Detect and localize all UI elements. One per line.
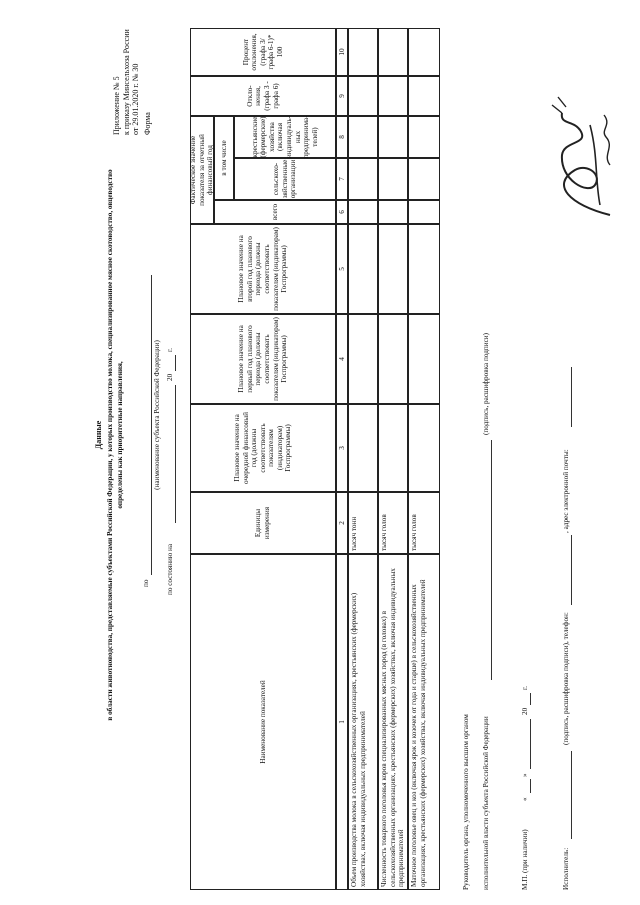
table-row-2-col10[interactable]: [378, 28, 408, 76]
head-signature-caption: (подпись, расшифровка подписи): [482, 332, 490, 435]
date-day-line: [530, 779, 531, 793]
executor-label: Исполнитель:: [562, 847, 570, 890]
header-deviation-pct: Процент отклонения, (графа 3/ графа 6-1)* 100: [190, 28, 336, 76]
col-number-3: 3: [336, 404, 348, 492]
table-row-3-col5[interactable]: [408, 224, 440, 314]
table-row-3-col9[interactable]: [408, 76, 440, 116]
appendix-header: [112, 5, 152, 135]
col-number-10: 10: [336, 28, 348, 76]
table-row-2-col5[interactable]: [378, 224, 408, 314]
table-row-1-col6[interactable]: [348, 200, 378, 224]
table-row-2-col8[interactable]: [378, 116, 408, 158]
po-label: по: [142, 579, 150, 587]
col-number-6: 6: [336, 200, 348, 224]
phone-line: [571, 535, 572, 605]
header-unit: Единицы измерения: [190, 492, 336, 554]
table-row-2-col6[interactable]: [378, 200, 408, 224]
subject-caption: (наименование субъекта Российской Федерации): [153, 340, 161, 490]
col-number-5: 5: [336, 224, 348, 314]
table-row-3-col6[interactable]: [408, 200, 440, 224]
table-row-3-col8[interactable]: [408, 116, 440, 158]
table-row-3-col3[interactable]: [408, 404, 440, 492]
stamp-label: М.П. (при наличии): [521, 829, 529, 890]
date-suffix: г.: [521, 686, 529, 690]
handwritten-signature: [540, 85, 630, 225]
document-title: Данные: [94, 420, 103, 450]
date-year-line: [530, 693, 531, 705]
head-signature-line: [491, 440, 492, 680]
table-row-1-unit: тысяч тонн: [348, 492, 378, 554]
form-label: Форма: [142, 112, 152, 135]
table-row-1-col7[interactable]: [348, 158, 378, 200]
table-row-1-col10[interactable]: [348, 28, 378, 76]
table-row-3-unit: тысяч голов: [408, 492, 440, 554]
executor-line: [571, 751, 572, 839]
data-table: [190, 28, 442, 890]
col-number-7: 7: [336, 158, 348, 200]
as-of-underline: [175, 385, 176, 523]
date-year: 20: [521, 707, 529, 715]
appendix-number: Приложение № 5: [112, 76, 121, 135]
as-of-year-underline: [175, 355, 176, 371]
table-row-2-name: Численность товарного поголовья коров специализированных мясных пород (в головах) в сельскохозяйственных организациях, крестьянских (фермерских) хозяйствах, включая индивидуальных предпринимателей: [378, 554, 408, 890]
table-row-1-col3[interactable]: [348, 404, 378, 492]
head-of-authority-line2: исполнительной власти субъекта Российской Федерации: [482, 716, 490, 890]
table-row-3-col10[interactable]: [408, 28, 440, 76]
col-number-8: 8: [336, 116, 348, 158]
date-quote-close: »: [521, 773, 529, 777]
col-number-1: 1: [336, 554, 348, 890]
table-row-1-col8[interactable]: [348, 116, 378, 158]
header-deviation: Откло-нения, (графа 3 - графа 6): [190, 76, 336, 116]
header-plan-second: Плановое значение на второй год планового периода (должны соответствовать показателям (индикаторам) Госпрограммы): [190, 224, 336, 314]
order-date: от 29.01.2020 г. № 30: [131, 63, 141, 135]
table-row-2-col7[interactable]: [378, 158, 408, 200]
col-number-9: 9: [336, 76, 348, 116]
table-row-2-col9[interactable]: [378, 76, 408, 116]
document-subtitle-line2: определены как приоритетные направления,: [116, 361, 124, 509]
header-farms: крестьянские (фермерские) хозяйства (включая индивидуаль-ных предпринима-телей): [234, 116, 336, 158]
header-plan-current: Плановое значение на очередной финансовый год (должны соответствовать показателям (индикаторам) Госпрограммы): [190, 404, 336, 492]
as-of-label: по состоянию на: [166, 543, 174, 595]
email-label: , адрес электронной почты:: [562, 449, 570, 533]
table-row-2-unit: тысяч голов: [378, 492, 408, 554]
date-month-line: [530, 719, 531, 769]
as-of-suffix: г.: [166, 348, 174, 352]
email-line: [571, 367, 572, 427]
table-row-3-name: Маточное поголовье овец и коз (включая ярок и козочек от года и старше) в сельскохозяйственных организациях, крестьянских (фермерских) хозяйствах, включая индивидуальных предпринимателей: [408, 554, 440, 890]
header-total: всего: [214, 200, 336, 224]
order-reference: к приказу Минсельхоза России: [121, 29, 131, 135]
header-including: в том числе: [214, 116, 234, 200]
col-number-4: 4: [336, 314, 348, 404]
date-quote-open: «: [521, 797, 529, 801]
head-of-authority-line1: Руководитель органа, уполномоченного высшим органом: [462, 714, 470, 890]
table-row-1-col4[interactable]: [348, 314, 378, 404]
header-actual-group: Фактическое значение показателя за отчетный финансовый год: [190, 116, 214, 224]
header-agri-orgs: сельскохо-зяйственные организации: [234, 158, 336, 200]
header-plan-first: Плановое значение на первый год планового периода (должны соответствовать показателям (индикаторам) Госпрограммы): [190, 314, 336, 404]
table-row-3-col4[interactable]: [408, 314, 440, 404]
executor-caption: (подпись, расшифровка подписи), телефон:: [562, 612, 570, 745]
col-number-2: 2: [336, 492, 348, 554]
as-of-year: 20: [166, 373, 174, 381]
table-row-1-col9[interactable]: [348, 76, 378, 116]
table-row-2-col3[interactable]: [378, 404, 408, 492]
table-row-2-col4[interactable]: [378, 314, 408, 404]
table-row-1-name: Объем производства молока в сельскохозяйственных организациях, крестьянских (фермерских) хозяйствах, включая индивидуальных предпринимателей: [348, 554, 378, 890]
subject-underline: [151, 275, 152, 575]
header-indicator-name: Наименование показателей: [190, 554, 336, 890]
document-subtitle-line1: в области животноводства, представляемые субъектами Российской Федерации, у которых производство молока, специализированное мясное скотоводство, овцеводство: [106, 169, 114, 721]
table-row-1-col5[interactable]: [348, 224, 378, 314]
table-row-3-col7[interactable]: [408, 158, 440, 200]
